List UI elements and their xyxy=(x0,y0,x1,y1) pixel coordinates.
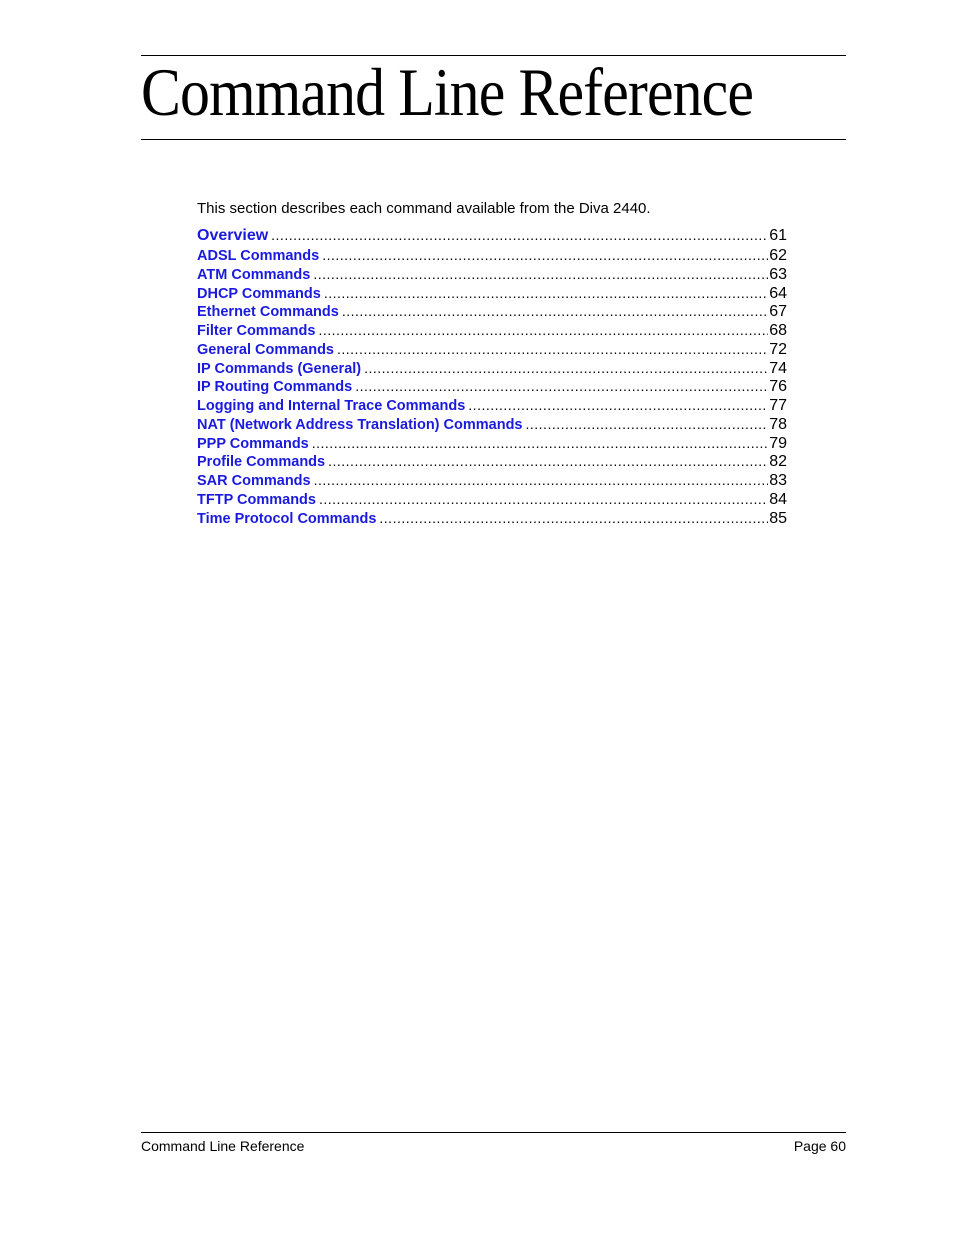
title-bottom-rule xyxy=(141,139,846,140)
toc-entry-logging-trace-commands[interactable] xyxy=(197,397,787,416)
intro-text: This section describes each command available from the Diva 2440. xyxy=(197,200,651,217)
toc-entry-atm-commands[interactable] xyxy=(197,266,787,285)
toc-entry-nat-commands[interactable] xyxy=(197,416,787,435)
toc-entry-ethernet-commands[interactable] xyxy=(197,303,787,322)
toc-dot-leader xyxy=(526,416,769,432)
toc-dot-leader xyxy=(324,285,768,301)
toc-entry-profile-commands[interactable] xyxy=(197,453,787,472)
toc-label[interactable]: Profile Commands xyxy=(197,454,326,471)
toc-dot-leader xyxy=(322,247,768,263)
table-of-contents xyxy=(197,227,787,528)
toc-entry-tftp-commands[interactable] xyxy=(197,491,787,510)
toc-page-number[interactable]: 82 xyxy=(769,453,787,471)
toc-page-number[interactable]: 67 xyxy=(769,303,787,321)
toc-dot-leader xyxy=(313,266,768,282)
toc-entry-ip-commands-general[interactable] xyxy=(197,360,787,379)
toc-entry-general-commands[interactable] xyxy=(197,341,787,360)
toc-label[interactable]: ADSL Commands xyxy=(197,248,320,264)
toc-page-number[interactable]: 72 xyxy=(769,340,787,358)
page-title: Command Line Reference xyxy=(141,54,754,130)
toc-page-number[interactable]: 68 xyxy=(769,322,787,339)
toc-dot-leader xyxy=(312,435,768,451)
toc-dot-leader xyxy=(328,453,768,469)
toc-label[interactable]: Time Protocol Commands xyxy=(197,510,377,527)
toc-label[interactable]: PPP Commands xyxy=(197,435,309,452)
footer-section-title: Command Line Reference xyxy=(141,1138,305,1154)
toc-label[interactable]: ATM Commands xyxy=(197,266,311,283)
footer-page-number: Page 60 xyxy=(793,1138,846,1154)
toc-page-number[interactable]: 76 xyxy=(769,378,787,396)
toc-page-number[interactable]: 74 xyxy=(769,359,787,377)
toc-label[interactable]: General Commands xyxy=(197,341,334,358)
toc-page-number[interactable]: 64 xyxy=(769,284,787,302)
toc-dot-leader xyxy=(314,472,769,488)
toc-page-number[interactable]: 63 xyxy=(769,265,787,283)
toc-dot-leader xyxy=(468,397,768,413)
toc-entry-time-protocol-commands[interactable] xyxy=(197,510,787,529)
toc-label[interactable]: IP Routing Commands xyxy=(197,379,353,396)
toc-dot-leader xyxy=(271,227,768,243)
toc-label[interactable]: TFTP Commands xyxy=(197,491,316,508)
toc-label[interactable]: SAR Commands xyxy=(197,473,311,489)
toc-label[interactable]: DHCP Commands xyxy=(197,285,321,302)
toc-entry-filter-commands[interactable] xyxy=(197,322,787,341)
toc-label[interactable]: Filter Commands xyxy=(197,323,316,339)
toc-dot-leader xyxy=(337,341,768,357)
toc-dot-leader xyxy=(379,510,768,526)
toc-label[interactable]: Ethernet Commands xyxy=(197,304,339,321)
toc-entry-adsl-commands[interactable] xyxy=(197,247,787,266)
toc-page-number[interactable]: 78 xyxy=(769,415,787,433)
toc-entry-dhcp-commands[interactable] xyxy=(197,285,787,304)
toc-entry-sar-commands[interactable] xyxy=(197,472,787,491)
toc-label[interactable]: IP Commands (General) xyxy=(197,360,362,377)
toc-page-number[interactable]: 79 xyxy=(769,434,787,452)
toc-entry-ip-routing-commands[interactable] xyxy=(197,378,787,397)
toc-entry-overview[interactable] xyxy=(197,227,787,247)
toc-page-number[interactable]: 61 xyxy=(769,227,787,244)
toc-label[interactable]: Overview xyxy=(197,227,269,244)
toc-label[interactable]: NAT (Network Address Translation) Commands xyxy=(197,416,523,433)
toc-dot-leader xyxy=(319,491,768,507)
toc-dot-leader xyxy=(318,322,768,338)
footer-rule xyxy=(141,1132,846,1133)
toc-page-number[interactable]: 84 xyxy=(769,490,787,508)
toc-entry-ppp-commands[interactable] xyxy=(197,435,787,454)
toc-label[interactable]: Logging and Internal Trace Commands xyxy=(197,398,466,414)
toc-page-number[interactable]: 85 xyxy=(769,509,787,527)
toc-page-number[interactable]: 62 xyxy=(769,247,787,264)
toc-page-number[interactable]: 77 xyxy=(769,397,787,414)
toc-dot-leader xyxy=(364,360,768,376)
toc-dot-leader xyxy=(342,303,768,319)
toc-dot-leader xyxy=(355,378,768,394)
toc-page-number[interactable]: 83 xyxy=(769,472,787,489)
